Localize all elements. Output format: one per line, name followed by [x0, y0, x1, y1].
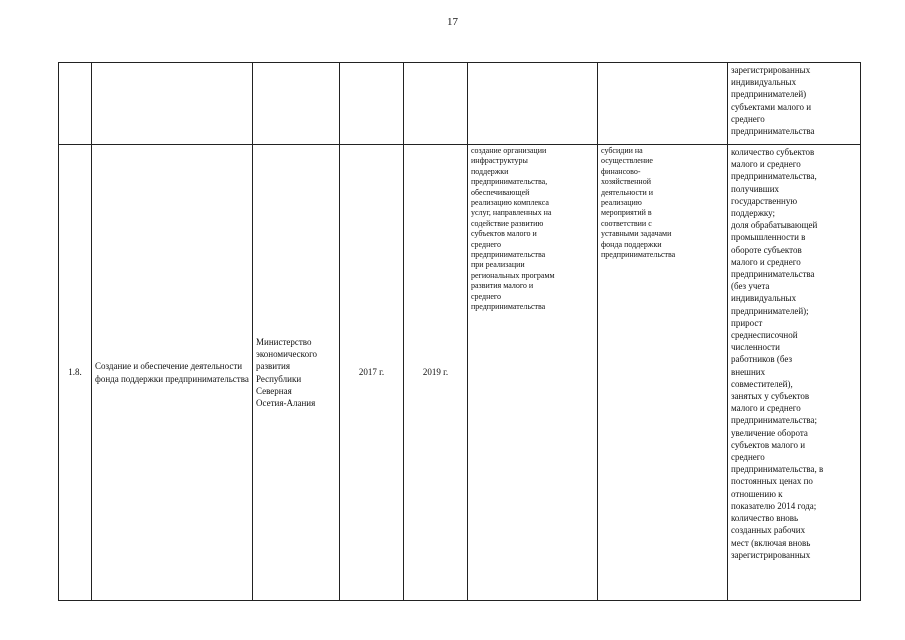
- executor-cell: [253, 63, 340, 145]
- measure-name-cell: Создание и обеспечение деятельности фонда поддержки предпринимательства: [92, 145, 253, 601]
- indicators-cell: количество субъектов малого и среднего предпринимательства, получивших государственную поддержку; доля обрабатывающей промышленности в обороте субъектов малого и среднего предпринимательства (без учета индивидуальных предпринимателей); прирост среднесписочной численности работников (без внешних совместителей), занятых у субъектов малого и среднего предпринимательства; увеличение оборота субъектов малого и среднего предпринимательства, в постоянных ценах по отношению к показателю 2014 года; количество вновь созданных рабочих мест (включая вновь зарегистрированных: [728, 145, 861, 601]
- start-year-cell: 2017 г.: [340, 145, 404, 601]
- end-year-cell: [404, 63, 468, 145]
- start-year-cell: [340, 63, 404, 145]
- page-number: 17: [447, 16, 458, 28]
- mechanism-cell: субсидии на осуществление финансово- хозяйственной деятельности и реализацию мероприятий в соответствии с уставными задачами фонда поддержки предпринимательства: [598, 145, 728, 601]
- result-cell: создание организации инфраструктуры поддержки предпринимательства, обеспечивающей реализацию комплекса услуг, направленных на содействие развитию субъектов малого и среднего предпринимательства при реализации региональных программ развития малого и среднего предпринимательства: [468, 145, 598, 601]
- measure-name-cell: [92, 63, 253, 145]
- end-year-cell: 2019 г.: [404, 145, 468, 601]
- row-number-cell: [59, 63, 92, 145]
- row-number-cell: 1.8.: [59, 145, 92, 601]
- executor-cell: Министерство экономического развития Республики Северная Осетия-Алания: [253, 145, 340, 601]
- mechanism-cell: [598, 63, 728, 145]
- table-row: [59, 63, 861, 145]
- result-cell: [468, 63, 598, 145]
- program-table: [58, 62, 861, 601]
- table-row: [59, 145, 861, 601]
- indicators-cell: зарегистрированных индивидуальных предпринимателей) субъектами малого и среднего предпринимательства: [728, 63, 861, 145]
